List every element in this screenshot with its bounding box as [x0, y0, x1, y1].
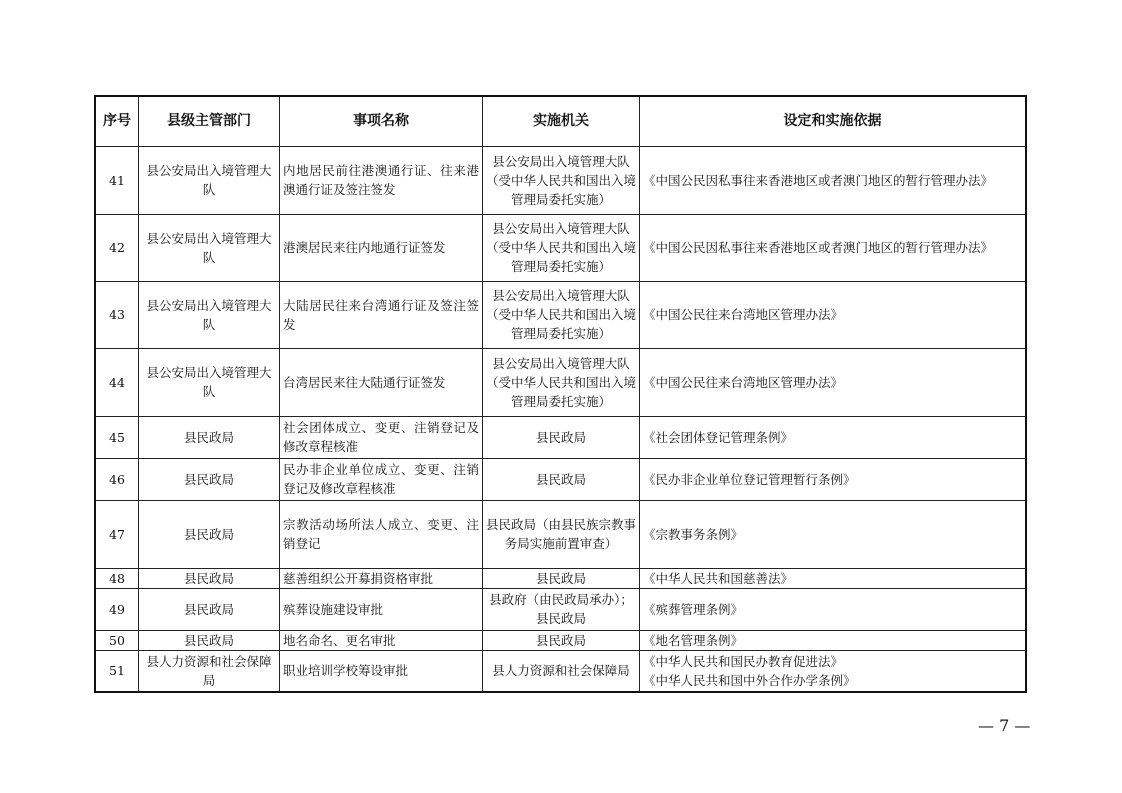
table-row [95, 630, 1026, 650]
table-row [95, 568, 1026, 588]
cell-item-name: 台湾居民来往大陆通行证签发 [280, 348, 483, 416]
cell-seq: 43 [95, 281, 139, 348]
cell-department: 县人力资源和社会保障局 [139, 650, 280, 692]
cell-item-name: 大陆居民往来台湾通行证及签注签发 [280, 281, 483, 348]
cell-authority: 县民政局 [483, 458, 640, 500]
cell-department: 县民政局 [139, 588, 280, 630]
table-header-row [95, 96, 1026, 146]
cell-item-name: 社会团体成立、变更、注销登记及修改章程核准 [280, 416, 483, 458]
cell-item-name: 民办非企业单位成立、变更、注销登记及修改章程核准 [280, 458, 483, 500]
header-basis: 设定和实施依据 [640, 96, 1027, 146]
cell-authority: 县公安局出入境管理大队（受中华人民共和国出入境管理局委托实施） [483, 214, 640, 281]
cell-seq: 47 [95, 500, 139, 568]
cell-basis: 《殡葬管理条例》 [640, 588, 1027, 630]
cell-department: 县公安局出入境管理大队 [139, 214, 280, 281]
cell-seq: 50 [95, 630, 139, 650]
cell-item-name: 宗教活动场所法人成立、变更、注销登记 [280, 500, 483, 568]
table-row [95, 348, 1026, 416]
header-item-name: 事项名称 [280, 96, 483, 146]
header-authority: 实施机关 [483, 96, 640, 146]
table-row [95, 416, 1026, 458]
cell-department: 县公安局出入境管理大队 [139, 146, 280, 214]
cell-seq: 49 [95, 588, 139, 630]
table-row [95, 214, 1026, 281]
table-row [95, 458, 1026, 500]
cell-authority: 县民政局（由县民族宗教事务局实施前置审查） [483, 500, 640, 568]
cell-basis: 《中国公民往来台湾地区管理办法》 [640, 281, 1027, 348]
cell-seq: 45 [95, 416, 139, 458]
cell-item-name: 职业培训学校筹设审批 [280, 650, 483, 692]
cell-basis: 《中国公民因私事往来香港地区或者澳门地区的暂行管理办法》 [640, 146, 1027, 214]
cell-authority: 县人力资源和社会保障局 [483, 650, 640, 692]
table-row [95, 500, 1026, 568]
header-seq: 序号 [95, 96, 139, 146]
table-row [95, 650, 1026, 692]
cell-seq: 51 [95, 650, 139, 692]
cell-seq: 41 [95, 146, 139, 214]
cell-department: 县民政局 [139, 500, 280, 568]
items-table [94, 95, 1027, 693]
cell-item-name: 地名命名、更名审批 [280, 630, 483, 650]
cell-basis: 《宗教事务条例》 [640, 500, 1027, 568]
cell-basis: 《中国公民因私事往来香港地区或者澳门地区的暂行管理办法》 [640, 214, 1027, 281]
cell-authority: 县公安局出入境管理大队（受中华人民共和国出入境管理局委托实施） [483, 146, 640, 214]
cell-item-name: 殡葬设施建设审批 [280, 588, 483, 630]
cell-authority: 县公安局出入境管理大队（受中华人民共和国出入境管理局委托实施） [483, 281, 640, 348]
cell-authority: 县民政局 [483, 416, 640, 458]
cell-authority: 县政府（由民政局承办）；县民政局 [483, 588, 640, 630]
cell-department: 县公安局出入境管理大队 [139, 281, 280, 348]
table-row [95, 281, 1026, 348]
cell-basis: 《社会团体登记管理条例》 [640, 416, 1027, 458]
cell-item-name: 慈善组织公开募捐资格审批 [280, 568, 483, 588]
header-department: 县级主管部门 [139, 96, 280, 146]
cell-basis: 《中国公民往来台湾地区管理办法》 [640, 348, 1027, 416]
cell-authority: 县民政局 [483, 630, 640, 650]
cell-basis: 《民办非企业单位登记管理暂行条例》 [640, 458, 1027, 500]
cell-department: 县民政局 [139, 630, 280, 650]
table-row [95, 146, 1026, 214]
cell-department: 县民政局 [139, 568, 280, 588]
cell-item-name: 内地居民前往港澳通行证、往来港澳通行证及签注签发 [280, 146, 483, 214]
cell-item-name: 港澳居民来往内地通行证签发 [280, 214, 483, 281]
cell-authority: 县公安局出入境管理大队（受中华人民共和国出入境管理局委托实施） [483, 348, 640, 416]
cell-department: 县公安局出入境管理大队 [139, 348, 280, 416]
table-row [95, 588, 1026, 630]
cell-seq: 42 [95, 214, 139, 281]
cell-authority: 县民政局 [483, 568, 640, 588]
page-number: — 7 — [978, 716, 1031, 735]
cell-seq: 44 [95, 348, 139, 416]
cell-seq: 46 [95, 458, 139, 500]
cell-department: 县民政局 [139, 458, 280, 500]
cell-seq: 48 [95, 568, 139, 588]
cell-department: 县民政局 [139, 416, 280, 458]
cell-basis: 《地名管理条例》 [640, 630, 1027, 650]
cell-basis: 《中华人民共和国慈善法》 [640, 568, 1027, 588]
cell-basis: 《中华人民共和国民办教育促进法》 《中华人民共和国中外合作办学条例》 [640, 650, 1027, 692]
